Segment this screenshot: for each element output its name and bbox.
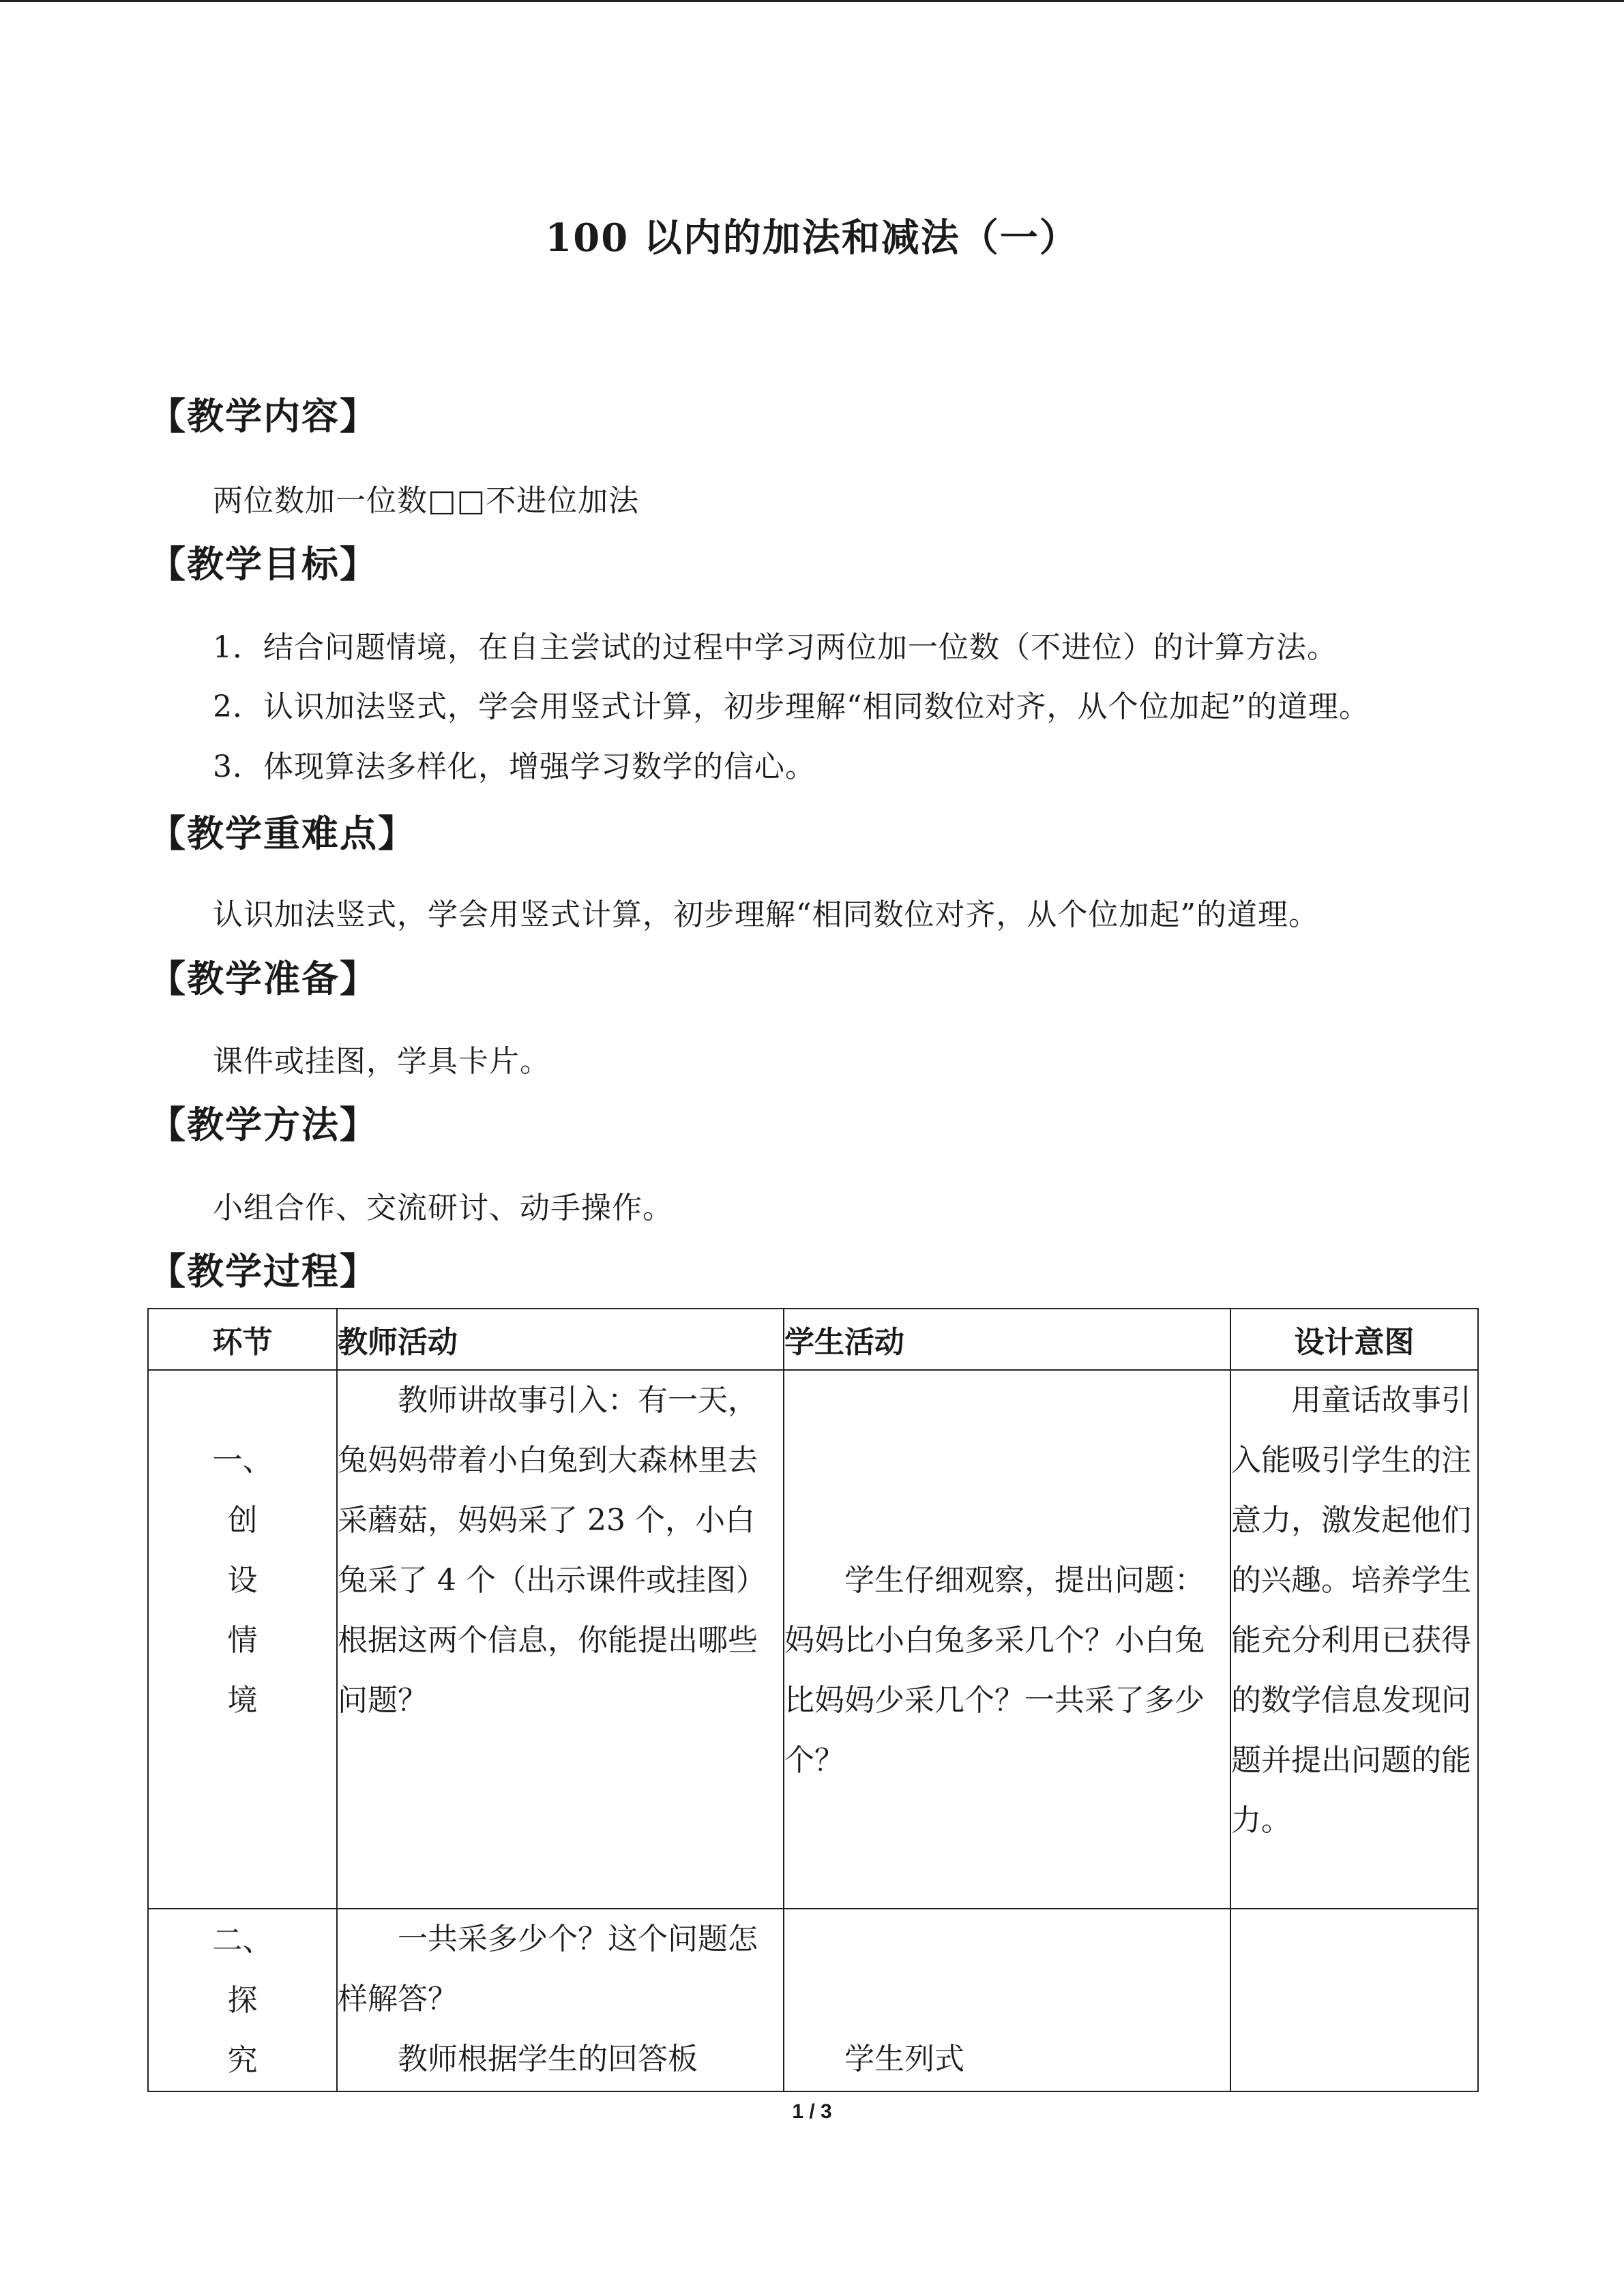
header-student-activity: 学生活动	[784, 1309, 1230, 1370]
heading-methods: 【教学方法】	[149, 1103, 378, 1146]
heading-goals: 【教学目标】	[149, 542, 378, 586]
student-activity-cell	[784, 1370, 1230, 1909]
methods-text: 小组合作、交流研讨、动手操作。	[213, 1191, 673, 1225]
header-design-intent: 设计意图	[1230, 1309, 1478, 1370]
teacher-activity-cell	[337, 1909, 784, 2091]
header-teacher-activity: 教师活动	[337, 1309, 784, 1370]
page-title: 100 以内的加法和减法（一）	[545, 215, 1079, 260]
stage-char: 创	[227, 1503, 258, 1538]
table-row	[148, 1370, 1478, 1909]
teacher-activity-text: 一共采多少个？这个问题怎样解答？	[338, 1922, 758, 2016]
stage-char: 境	[227, 1683, 258, 1718]
stage-char: 究	[227, 2043, 258, 2078]
header-stage: 环节	[148, 1309, 337, 1370]
key-points-text: 认识加法竖式，学会用竖式计算，初步理解“相同数位对齐，从个位加起”的道理。	[213, 897, 1319, 932]
stage-char: 设	[227, 1563, 258, 1598]
teacher-activity-text: 教师根据学生的回答板	[398, 2042, 698, 2076]
heading-content: 【教学内容】	[149, 394, 378, 438]
student-activity-cell	[784, 1909, 1230, 2091]
student-activity-text: 学生列式	[844, 2042, 964, 2076]
goal-item-2: 2．认识加法竖式，学会用竖式计算，初步理解“相同数位对齐，从个位加起”的道理。	[213, 689, 1370, 724]
goal-item-1: 1．结合问题情境，在自主尝试的过程中学习两位加一位数（不进位）的计算方法。	[213, 630, 1338, 665]
stage-label: 一、	[212, 1443, 273, 1478]
page-number: 1 / 3	[792, 2100, 832, 2123]
stage-cell	[148, 1909, 337, 2091]
heading-preparation: 【教学准备】	[149, 957, 378, 1000]
stage-char: 探	[227, 1983, 258, 2018]
teacher-activity-text: 教师讲故事引入：有一天，兔妈妈带着小白兔到大森林里去采蘑菇，妈妈采了 23 个，小白兔采了 4 个（出示课件或挂图）根据这两个信息，你能提出哪些问题？	[338, 1383, 766, 1718]
student-activity-text: 学生仔细观察，提出问题：妈妈比小白兔多采几个？小白兔比妈妈少采几个？一共采了多少个？	[784, 1563, 1205, 1778]
design-intent-cell	[1230, 1909, 1478, 2091]
stage-cell	[148, 1370, 337, 1909]
process-table	[147, 1308, 1479, 2092]
heading-process: 【教学过程】	[149, 1249, 378, 1293]
goal-item-3: 3．体现算法多样化，增强学习数学的信心。	[213, 749, 816, 784]
stage-char: 情	[227, 1623, 258, 1658]
teacher-activity-cell	[337, 1370, 784, 1909]
design-intent-text: 用童话故事引入能吸引学生的注意力，激发起他们的兴趣。培养学生能充分利用已获得的数学信息发现问题并提出问题的能力。	[1231, 1383, 1471, 1838]
heading-key-points: 【教学重难点】	[149, 811, 416, 855]
page-top-border	[0, 0, 1624, 2]
table-header-row	[148, 1309, 1478, 1370]
table-row	[148, 1909, 1478, 2091]
design-intent-cell	[1230, 1370, 1478, 1909]
stage-label: 二、	[212, 1923, 273, 1958]
content-text: 两位数加一位数□□不进位加法	[213, 483, 640, 518]
preparation-text: 课件或挂图，学具卡片。	[213, 1044, 550, 1079]
